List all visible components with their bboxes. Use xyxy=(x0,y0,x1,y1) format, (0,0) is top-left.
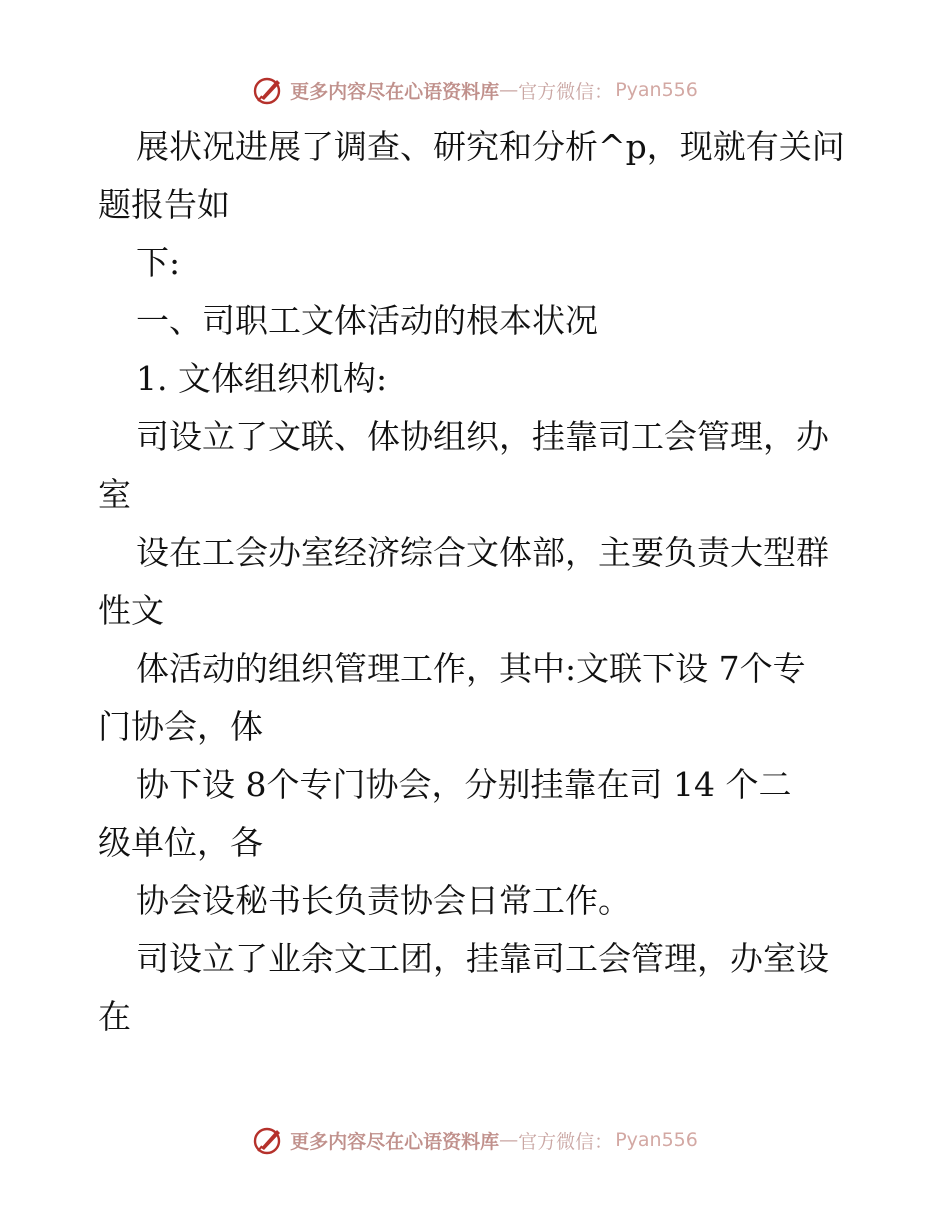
body-line: 协下设 8个专门协会，分别挂靠在司 14 个二 xyxy=(136,765,792,804)
body-line: 体活动的组织管理工作，其中:文联下设 7个专 xyxy=(136,649,806,688)
quill-logo-icon xyxy=(252,74,284,106)
header-watermark xyxy=(0,70,950,110)
watermark-wechat-id: Pyan556 xyxy=(615,79,698,101)
body-line: 下: xyxy=(136,243,181,282)
body-line: 级单位，各 xyxy=(98,823,263,862)
watermark-brand: 更多内容尽在心语资料库 xyxy=(290,80,500,103)
watermark-dash: — xyxy=(499,1129,519,1151)
body-line: 司设立了业余文工团，挂靠司工会管理，办室设 xyxy=(136,939,829,978)
body-line: 设在工会办室经济综合文体部，主要负责大型群 xyxy=(136,533,829,572)
section-heading: 一、司职工文体活动的根本状况 xyxy=(136,301,598,340)
body-line: 门协会，体 xyxy=(98,707,263,746)
watermark-wechat-label: 官方微信： xyxy=(518,80,614,103)
body-line: 展状况进展了调查、研究和分析^p，现就有关问 xyxy=(136,127,845,166)
body-line: 室 xyxy=(98,475,131,514)
body-line: 协会设秘书长负责协会日常工作。 xyxy=(136,881,631,920)
document-body xyxy=(98,118,858,1046)
watermark-brand: 更多内容尽在心语资料库 xyxy=(290,1130,500,1153)
body-line: 在 xyxy=(98,997,131,1036)
watermark-wechat-label: 官方微信： xyxy=(518,1130,614,1153)
watermark-dash: — xyxy=(499,79,519,101)
watermark-wechat-id: Pyan556 xyxy=(615,1129,698,1151)
quill-logo-icon xyxy=(252,1124,284,1156)
body-line: 题报告如 xyxy=(98,185,230,224)
subsection-heading: 1. 文体组织机构: xyxy=(136,359,388,398)
body-line: 司设立了文联、体协组织，挂靠司工会管理，办 xyxy=(136,417,829,456)
body-line: 性文 xyxy=(98,591,164,630)
footer-watermark xyxy=(0,1120,950,1160)
